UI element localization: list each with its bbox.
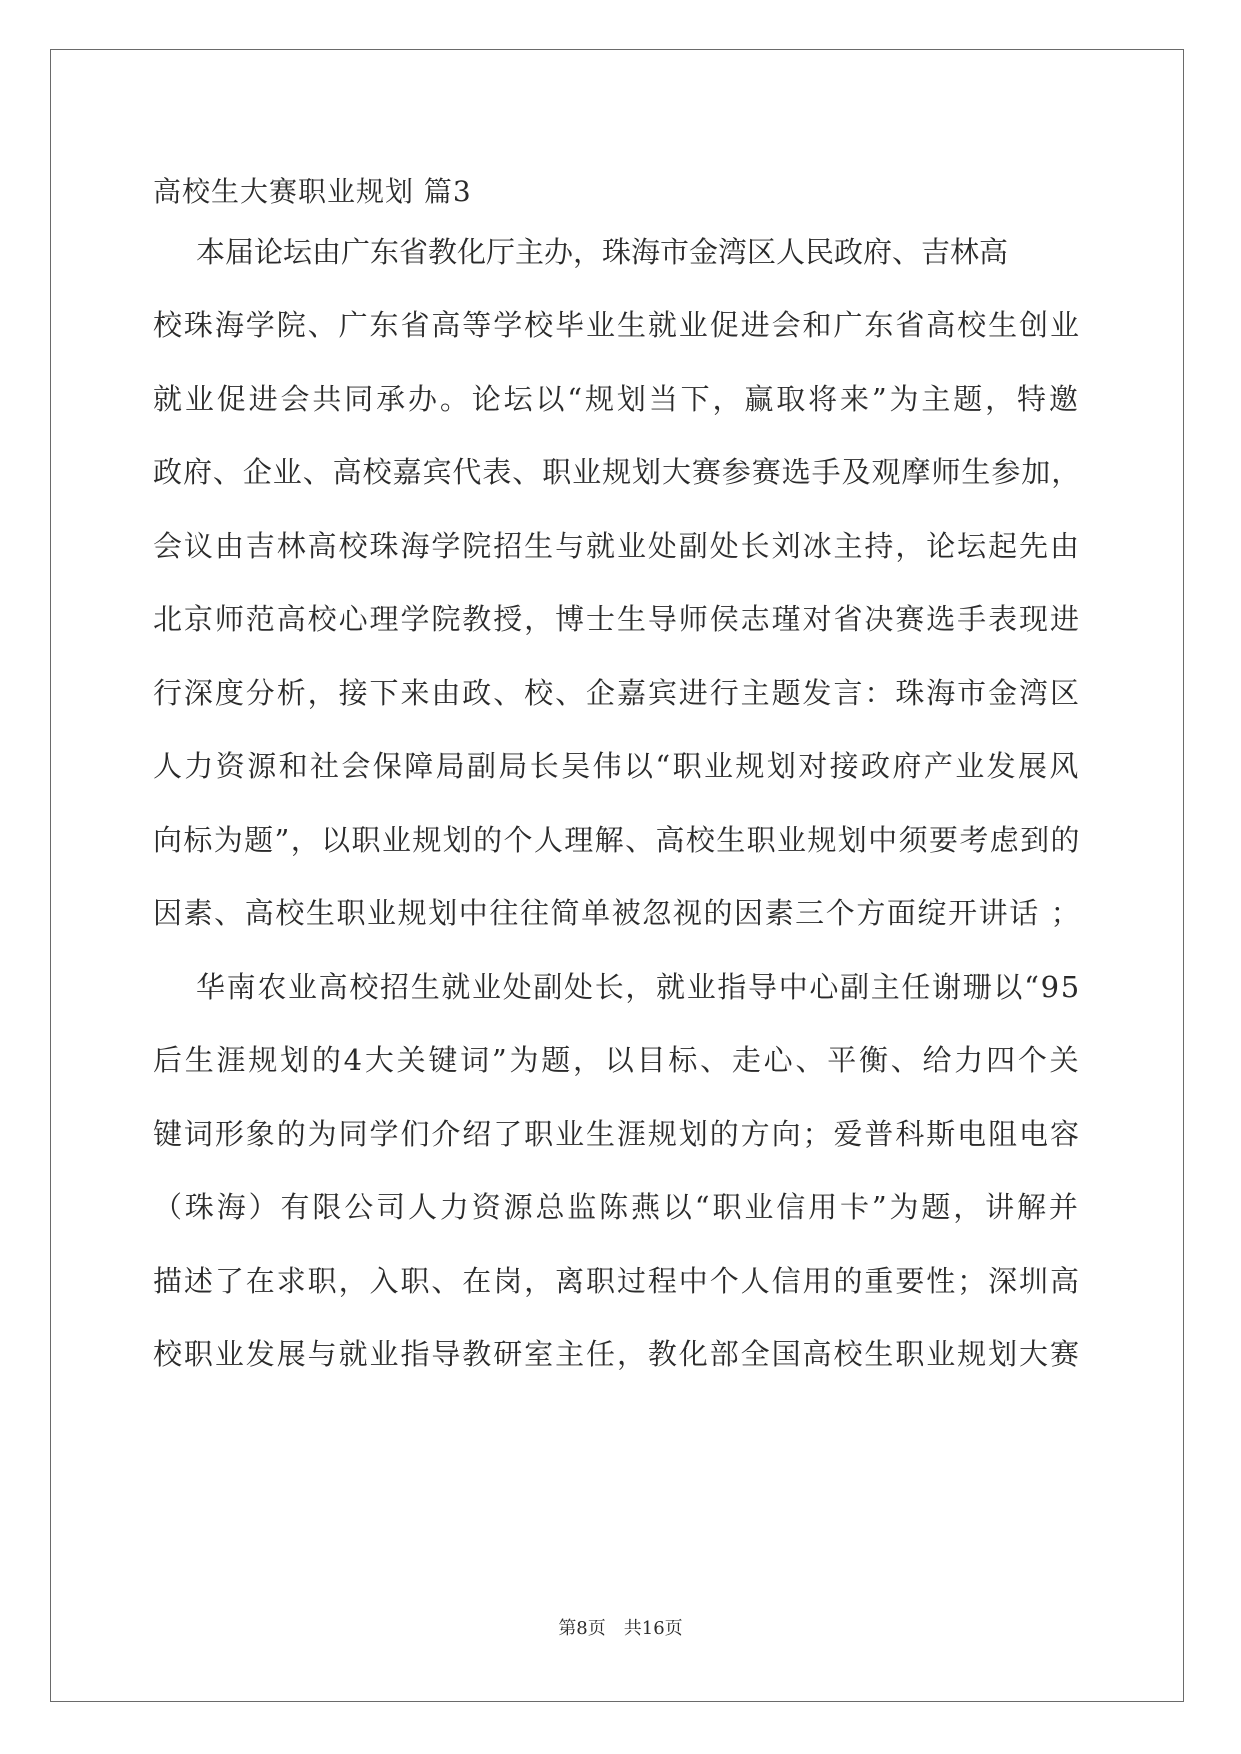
paragraph-line: 本届论坛由广东省教化厅主办，珠海市金湾区人民政府、吉林高 bbox=[196, 235, 1009, 269]
paragraph-line: 因素、高校生职业规划中往往简单被忽视的因素三个方面绽开讲话 ； bbox=[153, 896, 1082, 930]
paragraph-line: 华南农业高校招生就业处副处长，就业指导中心副主任谢珊以“95 bbox=[196, 970, 1081, 1004]
paragraph-line: 描述了在求职，入职、在岗，离职过程中个人信用的重要性；深圳高 bbox=[153, 1264, 1081, 1298]
page-border bbox=[50, 49, 1184, 1702]
paragraph-line: （珠海）有限公司人力资源总监陈燕以“职业信用卡”为题，讲解并 bbox=[153, 1190, 1081, 1224]
section-heading: 高校生大赛职业规划 篇3 bbox=[153, 175, 472, 208]
page-number: 第8页 共16页 bbox=[558, 1618, 683, 1639]
paragraph-line: 人力资源和社会保障局副局长吴伟以“职业规划对接政府产业发展风 bbox=[153, 749, 1081, 783]
paragraph-line: 校珠海学院、广东省高等学校毕业生就业促进会和广东省高校生创业 bbox=[153, 308, 1081, 342]
paragraph-line: 会议由吉林高校珠海学院招生与就业处副处长刘冰主持，论坛起先由 bbox=[153, 529, 1081, 563]
paragraph-line: 北京师范高校心理学院教授，博士生导师侯志瑾对省决赛选手表现进 bbox=[153, 602, 1081, 636]
paragraph-line: 就业促进会共同承办。论坛以“规划当下，赢取将来”为主题，特邀 bbox=[153, 382, 1081, 416]
paragraph-line: 键词形象的为同学们介绍了职业生涯规划的方向；爱普科斯电阻电容 bbox=[153, 1117, 1081, 1151]
paragraph-line: 后生涯规划的4大关键词”为题，以目标、走心、平衡、给力四个关 bbox=[153, 1043, 1082, 1077]
paragraph-line: 校职业发展与就业指导教研室主任，教化部全国高校生职业规划大赛 bbox=[153, 1337, 1081, 1371]
paragraph-line: 向标为题”，以职业规划的个人理解、高校生职业规划中须要考虑到的 bbox=[153, 823, 1081, 857]
paragraph-line: 行深度分析，接下来由政、校、企嘉宾进行主题发言：珠海市金湾区 bbox=[153, 676, 1081, 710]
paragraph-line: 政府、企业、高校嘉宾代表、职业规划大赛参赛选手及观摩师生参加， bbox=[153, 455, 1082, 489]
